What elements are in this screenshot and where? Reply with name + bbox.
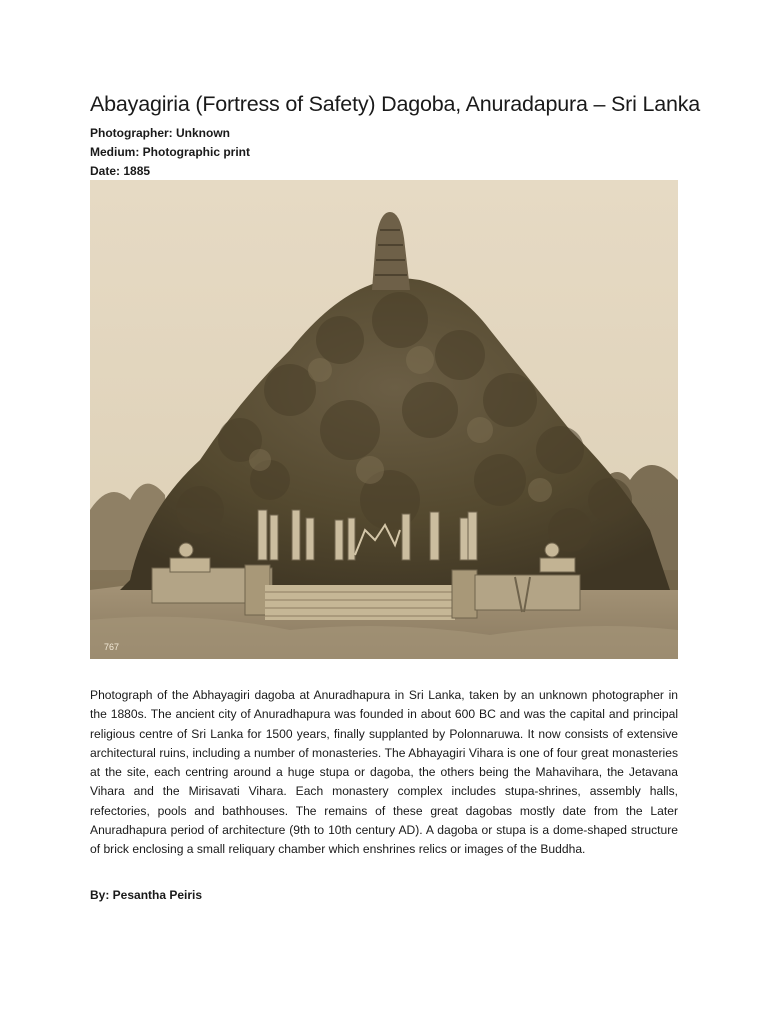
dagoba-photograph [90,180,678,659]
photographer-line: Photographer: Unknown [90,126,230,140]
author-byline: By: Pesantha Peiris [90,888,203,902]
date-line: Date: 1885 [90,164,151,178]
photo-number: 767 [104,642,120,652]
medium-line: Medium: Photographic print [90,145,250,159]
page-title: Abayagiria (Fortress of Safety) Dagoba, Anuradapura – Sri Lanka [90,92,701,116]
description-paragraph: Photograph of the Abhayagiri dagoba at Anuradhapura in Sri Lanka, taken by an unknown photographer in the 1880s. The ancient city of Anuradhapura was founded in about 600 BC and was the capital and principal religious centre of Sri Lanka for 1500 years, finally supplanted by Polonnaruwa. It now consists of extensive architectural ruins, including a number of monasteries. The Abhayagiri Vihara is one of four great monasteries at the site, each centring around a huge stupa or dagoba, the others being the Mahavihara, the Jetavana Vihara and the Mirisavati Vihara. Each monastery complex includes stupa-shrines, assembly halls, refectories, pools and bathhouses. The remains of these great dagobas mostly date from the Later Anuradhapura period of architecture (9th to 10th century AD). A dagoba or stupa is a dome-shaped structure of brick enclosing a small reliquary chamber which enshrines relics or images of the Buddha. [90,688,678,857]
